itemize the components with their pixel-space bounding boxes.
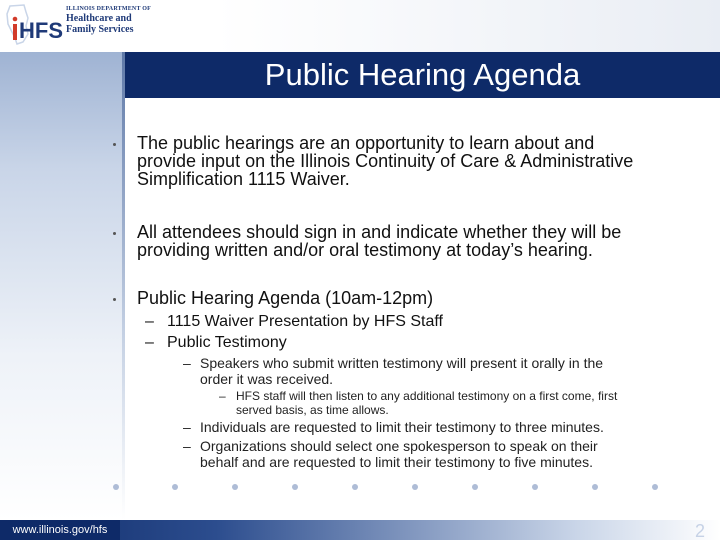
decorative-dot [412,484,418,490]
bullet-dot [113,232,116,235]
bullet-dot [113,298,116,301]
logo-line2: Healthcare and [66,13,132,25]
agenda-item-2-text: Public Testimony [167,334,287,351]
dash-marker: – [183,355,191,371]
oral-note-line-1: HFS staff will then listen to any additional testimony on a first come, first [236,389,618,403]
testimony-item-1-line-2: order it was received. [200,370,334,387]
bullet-dot [113,143,116,146]
bullet-2-line-2: providing written and/or oral testimony at today’s hearing. [137,240,593,260]
decorative-dot [652,484,658,490]
logo-wordmark [66,6,158,35]
dash-marker: – [183,419,191,435]
logo-line1: ILLINOIS DEPARTMENT OF [66,6,151,12]
testimony-item-3-line-2: behalf and are requested to limit their testimony to five minutes. [200,453,593,470]
logo-line3: Family Services [66,23,134,35]
decorative-dot [592,484,598,490]
svg-text:HFS: HFS [19,18,63,43]
bullet-1-line-2: provide input on the Illinois Continuity of Care & Administrative [137,151,634,171]
decorative-dot [532,484,538,490]
decorative-dot [292,484,298,490]
decorative-dot [472,484,478,490]
bullet-1-line-1: The public hearings are an opportunity to learn about and [137,133,595,153]
slide-title: Public Hearing Agenda [264,57,581,92]
testimony-item-3-line-1: Organizations should select one spokesperson to speak on their [200,438,598,454]
decorative-dot [352,484,358,490]
footer-url-link[interactable]: www.illinois.gov/hfs [0,520,120,540]
dash-marker: – [145,334,154,351]
hfs-logo[interactable] [0,0,160,48]
decorative-dot [232,484,238,490]
decorative-dot-row [110,484,670,494]
page-number: 2 [694,521,705,540]
illinois-state-logo-icon [4,2,64,46]
decorative-dot [113,484,119,490]
oral-note-line-2: served basis, as time allows. [236,403,389,417]
dash-marker: – [145,313,154,330]
sidebar-divider [122,52,125,520]
testimony-item-2-line-1: Individuals are requested to limit their testimony to three minutes. [200,419,604,435]
decorative-dot [172,484,178,490]
bullet-3-line-1: Public Hearing Agenda (10am-12pm) [137,288,434,308]
bullet-2-line-1: All attendees should sign in and indicate whether they will be [137,222,622,242]
dash-marker: – [183,438,191,454]
agenda-item-1-text: 1115 Waiver Presentation by HFS Staff [167,313,443,330]
sidebar-gradient [0,52,122,520]
bullet-1-line-3: Simplification 1115 Waiver. [137,169,350,189]
dash-marker: – [219,389,226,403]
testimony-item-1-line-1: Speakers who submit written testimony will present it orally in the [200,355,604,371]
